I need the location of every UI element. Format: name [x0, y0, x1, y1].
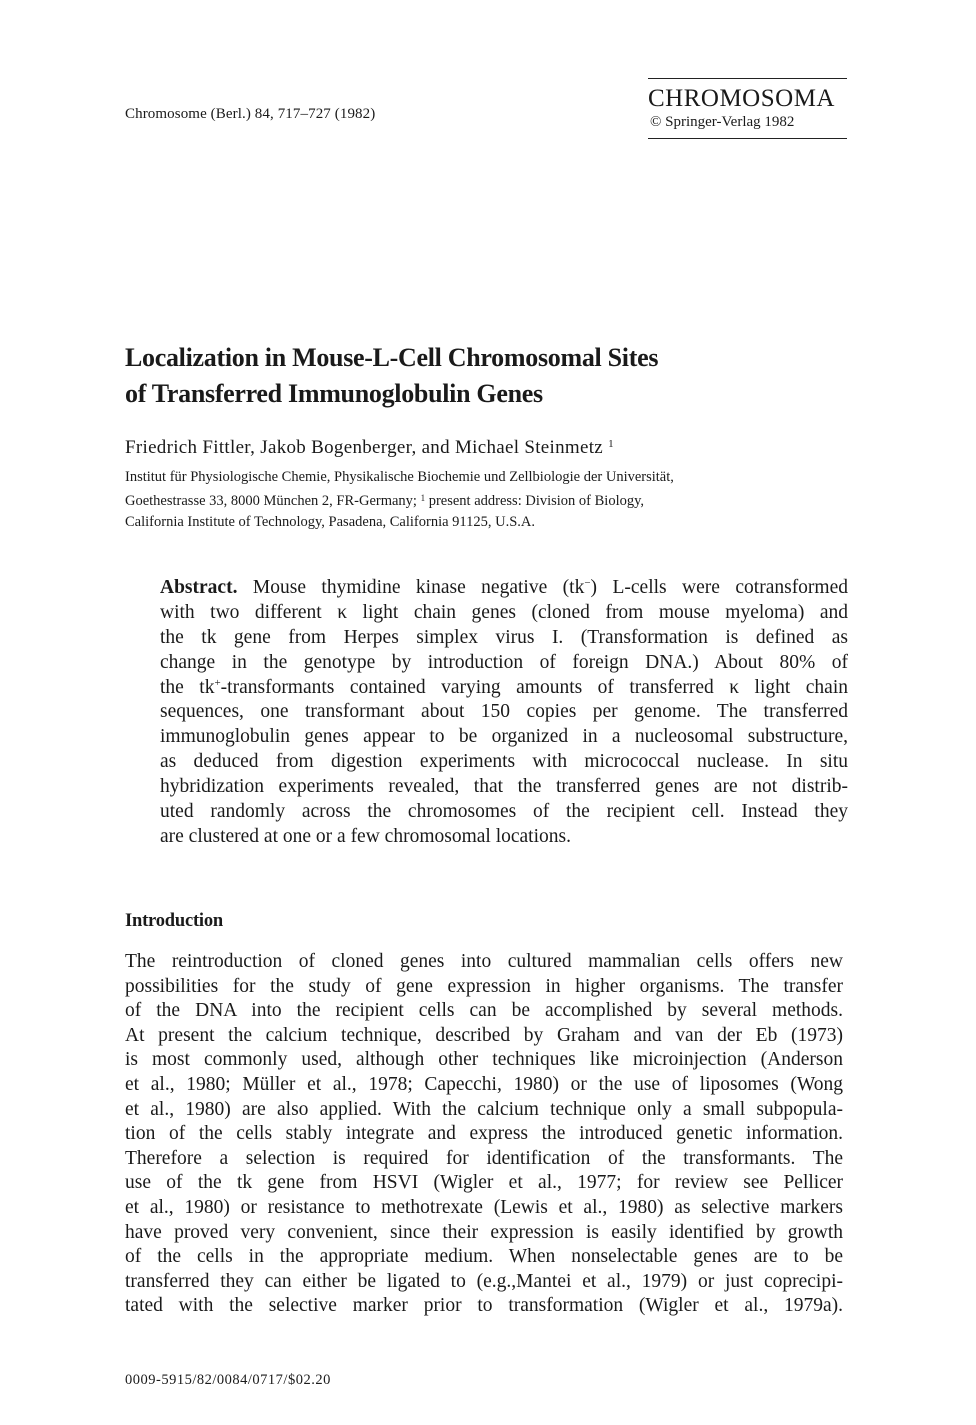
- body-line: have proved very convenient, since their expression is easily identified by growth: [125, 1221, 843, 1243]
- body-line: possibilities for the study of gene expression in higher organisms. The transfer: [125, 975, 843, 997]
- journal-masthead: [648, 78, 847, 139]
- body-line: At present the calcium technique, described by Graham and van der Eb (1973): [125, 1024, 843, 1046]
- body-line: of the cells in the appropriate medium. When nonselectable genes are to be: [125, 1246, 843, 1268]
- section-heading-introduction: Introduction: [125, 911, 224, 931]
- affiliations: [125, 467, 865, 533]
- publisher-line: © Springer-Verlag 1982: [650, 114, 795, 130]
- abstract-line: are clustered at one or a few chromosomal locations.: [160, 825, 571, 847]
- body-line: et al., 1980) or resistance to methotrexate (Lewis et al., 1980) as selective markers: [125, 1196, 843, 1218]
- abstract-line: with two different κ light chain genes (cloned from mouse myeloma) and: [160, 601, 848, 623]
- abstract-line: the tk gene from Herpes simplex virus I. (Transformation is defined as: [160, 626, 848, 648]
- author-footnote-marker: 1: [608, 438, 614, 450]
- abstract-line: as deduced from digestion experiments with micrococcal nuclease. In situ: [160, 751, 848, 773]
- body-line: use of the tk gene from HSVI (Wigler et al., 1977; for review see Pellicer: [125, 1172, 843, 1194]
- abstract-line: the tk+-transformants contained varying amounts of transferred κ light chain: [160, 676, 848, 698]
- article-title: [125, 340, 845, 412]
- body-line: The reintroduction of cloned genes into cultured mammalian cells offers new: [125, 951, 843, 972]
- body-line: tated with the selective marker prior to transformation (Wigler et al., 1979a).: [125, 1295, 843, 1317]
- body-line: tion of the cells stably integrate and express the introduced genetic information.: [125, 1123, 843, 1145]
- body-line: is most commonly used, although other techniques like microinjection (Anderson: [125, 1049, 843, 1071]
- affiliation-line: California Institute of Technology, Pasadena, California 91125, U.S.A.: [125, 514, 536, 530]
- affiliation-line: Goethestrasse 33, 8000 München 2, FR-Germany; $^1$ present address: Division of Biology,: [125, 493, 645, 509]
- authors-text: Friedrich Fittler, Jakob Bogenberger, and Michael Steinmetz: [125, 437, 604, 458]
- issn-price-code: 0009-5915/82/0084/0717/$02.20: [125, 1372, 331, 1388]
- affiliation-line: Institut für Physiologische Chemie, Physikalische Biochemie und Zellbiologie der Universität,: [125, 469, 674, 485]
- title-line: Localization in Mouse-L-Cell Chromosomal Sites: [125, 343, 659, 372]
- body-line: et al., 1980) are also applied. With the calcium technique only a small subpopula-: [125, 1098, 843, 1120]
- abstract: [160, 576, 848, 850]
- author-list: [125, 437, 614, 459]
- masthead-bottom-rule: [648, 138, 847, 139]
- abstract-line: hybridization experiments revealed, that the transferred genes are not distrib-: [160, 776, 848, 798]
- abstract-line: Abstract. Mouse thymidine kinase negative (tk−) L-cells were cotransformed: [160, 577, 848, 598]
- body-line: transferred they can either be ligated to (e.g.,Mantei et al., 1979) or just coprecipi-: [125, 1270, 843, 1292]
- body-line: et al., 1980; Müller et al., 1978; Capecchi, 1980) or the use of liposomes (Wong: [125, 1073, 843, 1095]
- abstract-line: uted randomly across the chromosomes of the recipient cell. Instead they: [160, 801, 848, 823]
- body-line: Therefore a selection is required for identification of the transformants. The: [125, 1147, 843, 1169]
- title-line: of Transferred Immunoglobulin Genes: [125, 379, 543, 408]
- footnote-marker: 1: [420, 493, 426, 503]
- journal-citation: Chromosome (Berl.) 84, 717–727 (1982): [125, 106, 376, 122]
- introduction-body: [125, 950, 843, 1319]
- masthead-top-rule: [648, 78, 847, 79]
- abstract-line: change in the genotype by introduction of foreign DNA.) About 80% of: [160, 651, 848, 673]
- journal-name: CHROMOSOMA: [648, 85, 835, 112]
- abstract-label: Abstract.: [160, 577, 238, 598]
- abstract-line: sequences, one transformant about 150 copies per genome. The transferred: [160, 701, 848, 723]
- body-line: of the DNA into the recipient cells can be accomplished by several methods.: [125, 1000, 843, 1022]
- abstract-line: immunoglobulin genes appear to be organized in a nucleosomal substructure,: [160, 726, 848, 748]
